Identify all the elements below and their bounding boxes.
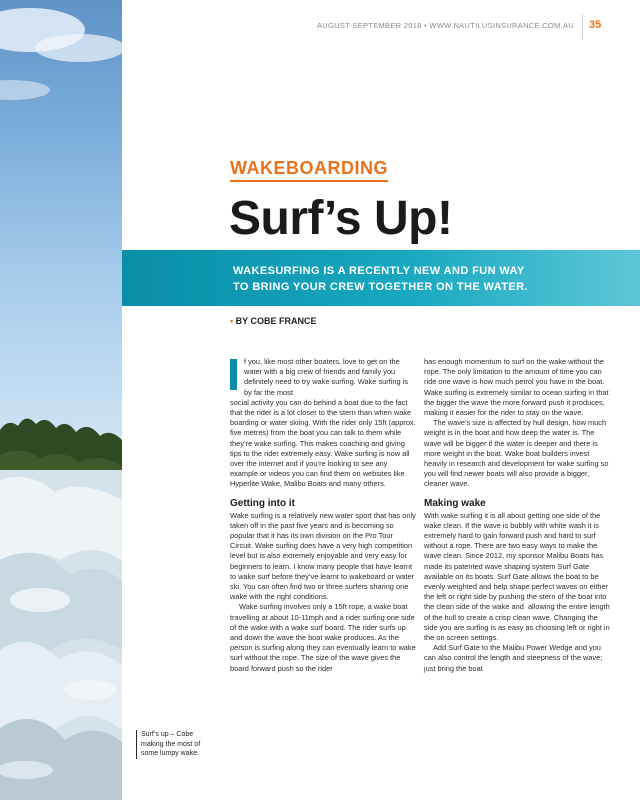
intro-lead: f you, like most other boaters, love to get on the water with a big crew of friends and family you definitely need to try wake surfing. Wake surfing is by far the most <box>244 357 409 397</box>
subheading-getting-into-it: Getting into it <box>230 497 295 509</box>
standfirst-line-1: WAKESURFING IS A RECENTLY NEW AND FUN WAY <box>233 265 525 277</box>
body-paragraph: Wake surfing involves only a 15ft rope, a wake boat travelling at about 10-11mph and a rider surfing one side of the wake with a wake surf board. The rider surfs up and down the wave the boat wake produces. As the person is surfing along they can eventually learn to wake surf without the rope. The size of the wave gives the board forward push so the rider <box>230 602 416 673</box>
standfirst-line-2: TO BRING YOUR CREW TOGETHER ON THE WATER. <box>233 281 528 293</box>
page-number: 35 <box>589 19 602 31</box>
byline <box>230 316 317 326</box>
body-paragraph: has enough momentum to surf on the wake without the rope. The only limitation to the amount of time you can ride one wave is how much petrol you have in the boat. Wake surfing is extremely similar to ocean surfing in that the bigger the wave the more forward push it produces, making it easier for the rider to stay on the wave. <box>424 357 609 418</box>
body-paragraph: The wave’s size is affected by hull design, how much weight is in the boat and how deep the water is. The wave will be bigger if the water is deeper and there is more weight in the boat. Wake boat builders invest heavily in research and development for wake surfing so you will find newer boats will also provide a bigger, cleaner wave. <box>424 418 609 489</box>
photo-caption: Surf’s up – Cobe making the most of some lumpy wake. <box>136 730 215 759</box>
body-paragraph: With wake surfing it is all about getting one side of the wake clean. If the wave is bubbly with white wash it is extremely hard to gain forward push and hard to surf without a rope. There are two easy ways to make the wave clean. Since 2012, my sponsor Malibu Boats has made its patented wave shaping system Surf Gate available on its boats. Surf Gate allows the boat to be evenly weighted and help shape perfect waves on either the left or right side by pushing the stern of the boat into the clean side of the wake and allowing the entire length of the hull to create a crisp clean wave. Changing the side you are surfing is as easy as choosing left or right in the on screen settings. <box>424 510 610 643</box>
photo-scene <box>0 0 122 800</box>
wakesurf-photo <box>0 0 122 800</box>
body-paragraph: Wake surfing is a relatively new water sport that has only taken off in the past five years and is becoming so popular that it has its own division on the Pro Tour Circuit. Wake surfing does have a very high competition level but is also extremely enjoyable and very easy for beginners to learn. I know many people that have learnt to wake surf before they’ve learnt to wakeboard or water ski. You can often find two or three surfers sharing one wake with the right conditions. <box>230 510 416 602</box>
body-paragraph: Add Surf Gate to the Malibu Power Wedge and you can also control the length and steepness of the wave; just bring the boat <box>424 643 603 673</box>
article-title: Surf’s Up! <box>229 192 453 245</box>
body-column-1 <box>230 357 416 674</box>
subheading-making-wake: Making wake <box>424 497 486 509</box>
header-divider <box>582 14 583 40</box>
intro-paragraph: social activity you can do behind a boat due to the fact that the rider is a lot closer to the stern than when wake boarding or water skiing. With the rider only 15ft (approx. five metres) from the boat you can talk to them while they’re wake surfing. This makes coaching and giving tips to the rider extremely easy. Wake surfing is now all over the internet and if you’re looking to see any example or videos you can find them on websites like Hyperlite Wake, Malibu Boats and many others. <box>230 397 416 489</box>
body-column-2 <box>424 357 610 674</box>
standfirst <box>233 263 613 295</box>
byline-bullet: • <box>230 316 234 326</box>
section-tag: WAKEBOARDING <box>230 158 388 182</box>
running-head: AUGUST-SEPTEMBER 2018 • WWW.NAUTILUSINSURANCE.COM.AU <box>316 21 574 30</box>
byline-author: BY COBE FRANCE <box>235 316 317 326</box>
